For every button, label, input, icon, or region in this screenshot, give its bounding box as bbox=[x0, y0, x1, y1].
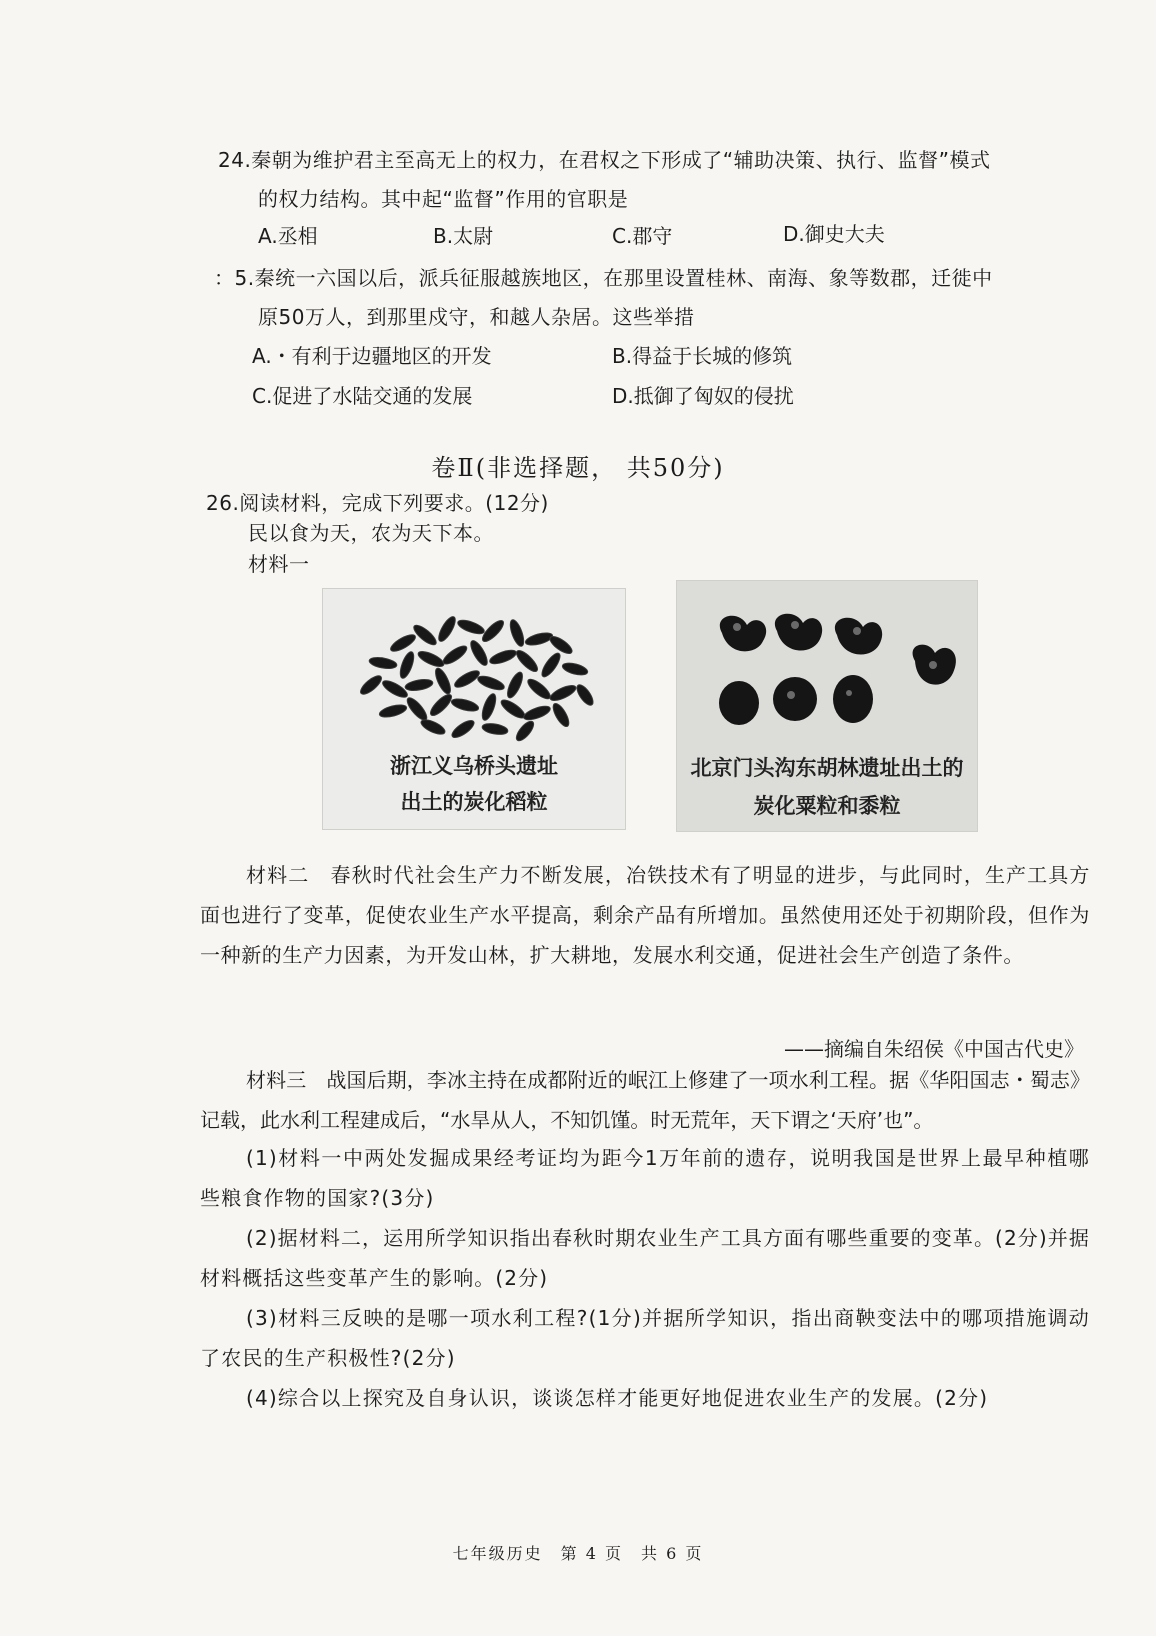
q25-option-c: C.促进了水陆交通的发展 bbox=[252, 384, 473, 408]
q26-motto: 民以食为天，农为天下本。 bbox=[248, 521, 494, 545]
rice-caption-line2: 出土的炭化稻粒 bbox=[400, 790, 548, 814]
sub-question-2: (2)据材料二，运用所学知识指出春秋时期农业生产工具方面有哪些重要的变革。(2分)并据材料概括这些变革产生的影响。(2分) bbox=[200, 1226, 1090, 1290]
sub-question-4: (4)综合以上探究及自身认识，谈谈怎样才能更好地促进农业生产的发展。(2分) bbox=[246, 1386, 989, 1410]
q24-option-a: A.丞相 bbox=[258, 224, 318, 248]
q25-stem-line2: 原50万人，到那里戍守，和越人杂居。这些举措 bbox=[258, 305, 695, 329]
material3-text: 材料三 战国后期，李冰主持在成都附近的岷江上修建了一项水利工程。据《华阳国志・蜀志》记载，此水利工程建成后，“水旱从人，不知饥馑。时无荒年，天下谓之‘天府’也”。 bbox=[200, 1068, 1090, 1132]
material2-text: 材料二 春秋时代社会生产力不断发展，冶铁技术有了明显的进步，与此同时，生产工具方面也进行了变革，促使农业生产水平提高，剩余产品有所增加。虽然使用还处于初期阶段，但作为一种新的生产力因素，为开发山林，扩大耕地，发展水利交通，促进社会生产创造了条件。 bbox=[200, 863, 1090, 967]
sub-question-1: (1)材料一中两处发掘成果经考证均为距今1万年前的遗存，说明我国是世界上最早种植哪些粮食作物的国家?(3分) bbox=[200, 1146, 1090, 1210]
material1-label: 材料一 bbox=[248, 552, 310, 576]
millet-grains-figure bbox=[676, 580, 978, 832]
q24-stem-line2: 的权力结构。其中起“监督”作用的官职是 bbox=[258, 187, 629, 211]
q24-option-c: C.郡守 bbox=[612, 224, 673, 248]
page-footer: 七年级历史 第 4 页 共 6 页 bbox=[452, 1544, 704, 1563]
rice-caption-line1: 浙江义乌桥头遗址 bbox=[390, 754, 558, 778]
rice-grains-image bbox=[323, 593, 625, 743]
q25-option-b: B.得益于长城的修筑 bbox=[612, 344, 793, 368]
q25-option-a: A.・有利于边疆地区的开发 bbox=[252, 344, 492, 368]
millet-caption-line1: 北京门头沟东胡林遗址出土的 bbox=[690, 756, 964, 780]
q24-stem-line1: 24.秦朝为维护君主至高无上的权力，在君权之下形成了“辅助决策、执行、监督”模式 bbox=[218, 148, 991, 172]
q26-stem: 26.阅读材料，完成下列要求。(12分) bbox=[206, 491, 549, 515]
millet-grains-image bbox=[677, 595, 977, 755]
q25-option-d: D.抵御了匈奴的侵扰 bbox=[612, 384, 794, 408]
q25-stem-line1: ：5.秦统一六国以后，派兵征服越族地区，在那里设置桂林、南海、象等数郡，迁徙中 bbox=[214, 266, 993, 290]
q24-option-b: B.太尉 bbox=[433, 224, 494, 248]
rice-grains-figure bbox=[322, 588, 626, 830]
section-title: 卷Ⅱ(非选择题， 共50分) bbox=[431, 454, 725, 482]
q24-option-d: D.御史大夫 bbox=[783, 222, 885, 246]
material2-source: ——摘编自朱绍侯《中国古代史》 bbox=[784, 1037, 1084, 1061]
sub-question-3: (3)材料三反映的是哪一项水利工程?(1分)并据所学知识，指出商鞅变法中的哪项措施调动了农民的生产积极性?(2分) bbox=[200, 1306, 1090, 1370]
millet-caption-line2: 炭化粟粒和黍粒 bbox=[753, 794, 901, 818]
